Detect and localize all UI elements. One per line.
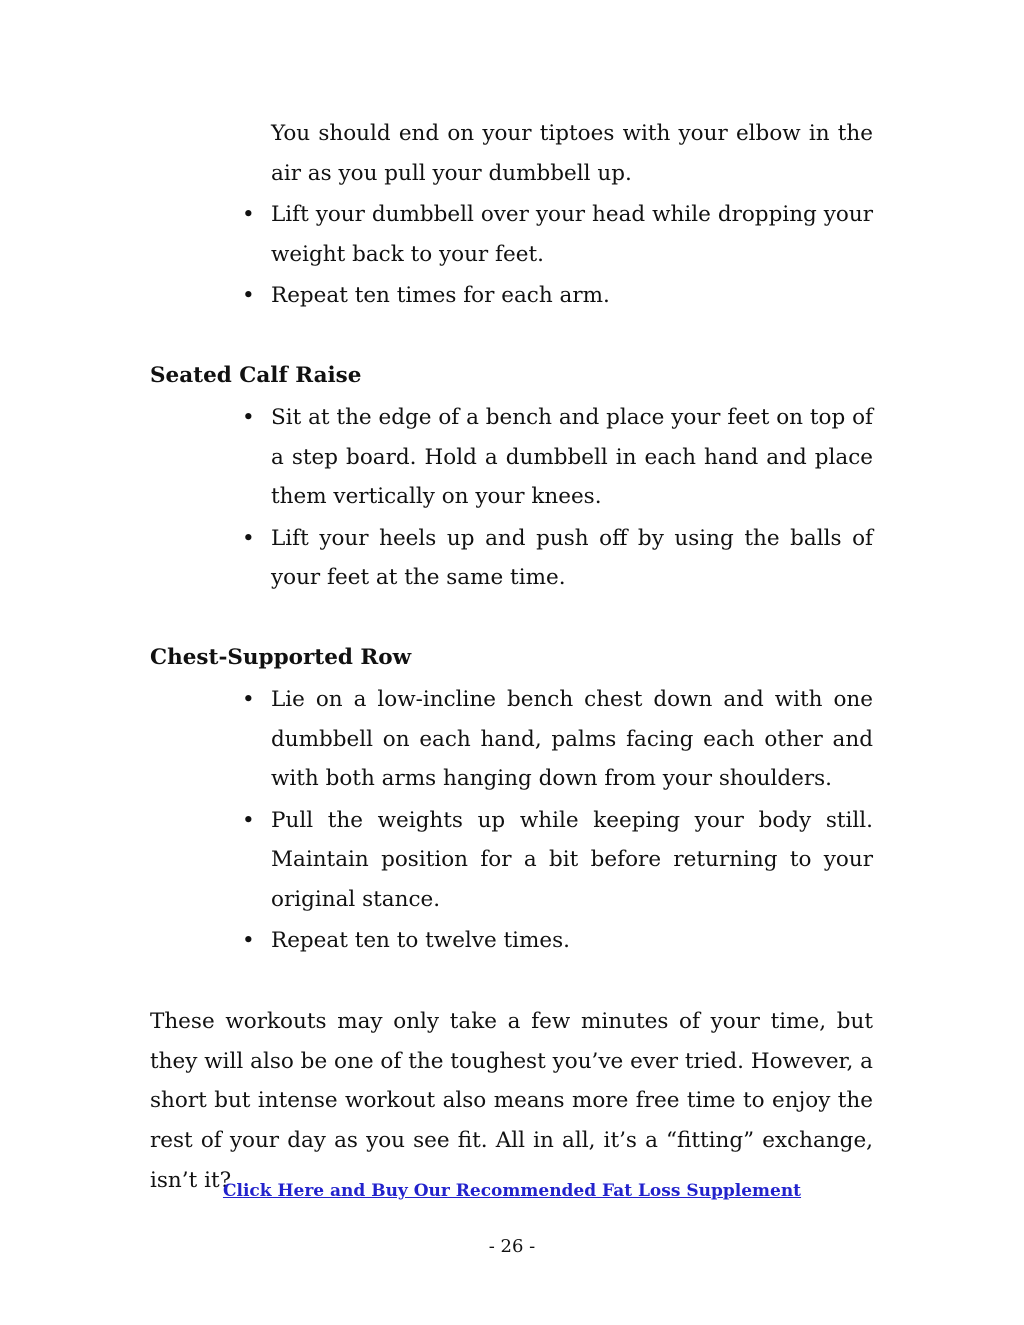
promo-link-container: [0, 1181, 1024, 1201]
closing-paragraph: These workouts may only take a few minutes of your time, but they will also be one of the toughest you’ve ever tried. However, a short but intense workout also means more free time to enjoy the rest of your day as you see fit. All in all, it’s a “fitting” exchange, isn’t it?: [150, 1009, 873, 1193]
bullet-icon: •: [242, 525, 255, 551]
list-item-text: Lift your dumbbell over your head while dropping your weight back to your feet.: [271, 202, 873, 267]
list-item: [230, 195, 873, 274]
list-item: [230, 276, 873, 316]
bullet-icon: •: [242, 928, 255, 953]
list-item: [230, 801, 873, 920]
list-item: [230, 398, 873, 517]
list-item: [230, 680, 873, 799]
section-heading-chest-supported-row: Chest-Supported Row: [150, 645, 412, 670]
list-section-1: [230, 114, 873, 318]
list-item-text: Pull the weights up while keeping your body still. Maintain position for a bit before returning to your original stance.: [271, 807, 873, 912]
bullet-icon: •: [242, 807, 255, 833]
list-item-text: Lie on a low-incline bench chest down and with one dumbbell on each hand, palms facing each other and with both arms hanging down from your shoulders.: [271, 687, 873, 791]
bullet-icon: •: [242, 283, 255, 308]
list-item-text: You should end on your tiptoes with your elbow in the air as you pull your dumbbell up.: [271, 121, 873, 186]
section-heading-seated-calf-raise: Seated Calf Raise: [150, 363, 362, 388]
promo-link[interactable]: Click Here and Buy Our Recommended Fat Loss Supplement: [222, 1181, 802, 1201]
list-item-text: Sit at the edge of a bench and place your feet on top of a step board. Hold a dumbbell in each hand and place them vertically on your knees.: [271, 405, 873, 509]
bullet-icon: •: [242, 687, 255, 712]
list-item-text: Repeat ten times for each arm.: [271, 283, 610, 308]
list-item: [230, 921, 873, 961]
page-number: - 26 -: [488, 1236, 536, 1257]
bullet-icon: •: [242, 405, 255, 430]
list-item-text: Repeat ten to twelve times.: [271, 928, 570, 953]
list-item-text: Lift your heels up and push off by using the balls of your feet at the same time.: [271, 525, 873, 590]
list-item: [230, 114, 873, 193]
list-item: [230, 519, 873, 598]
list-section-2: [230, 398, 873, 600]
bullet-icon: •: [242, 202, 255, 227]
list-section-3: [230, 680, 873, 963]
